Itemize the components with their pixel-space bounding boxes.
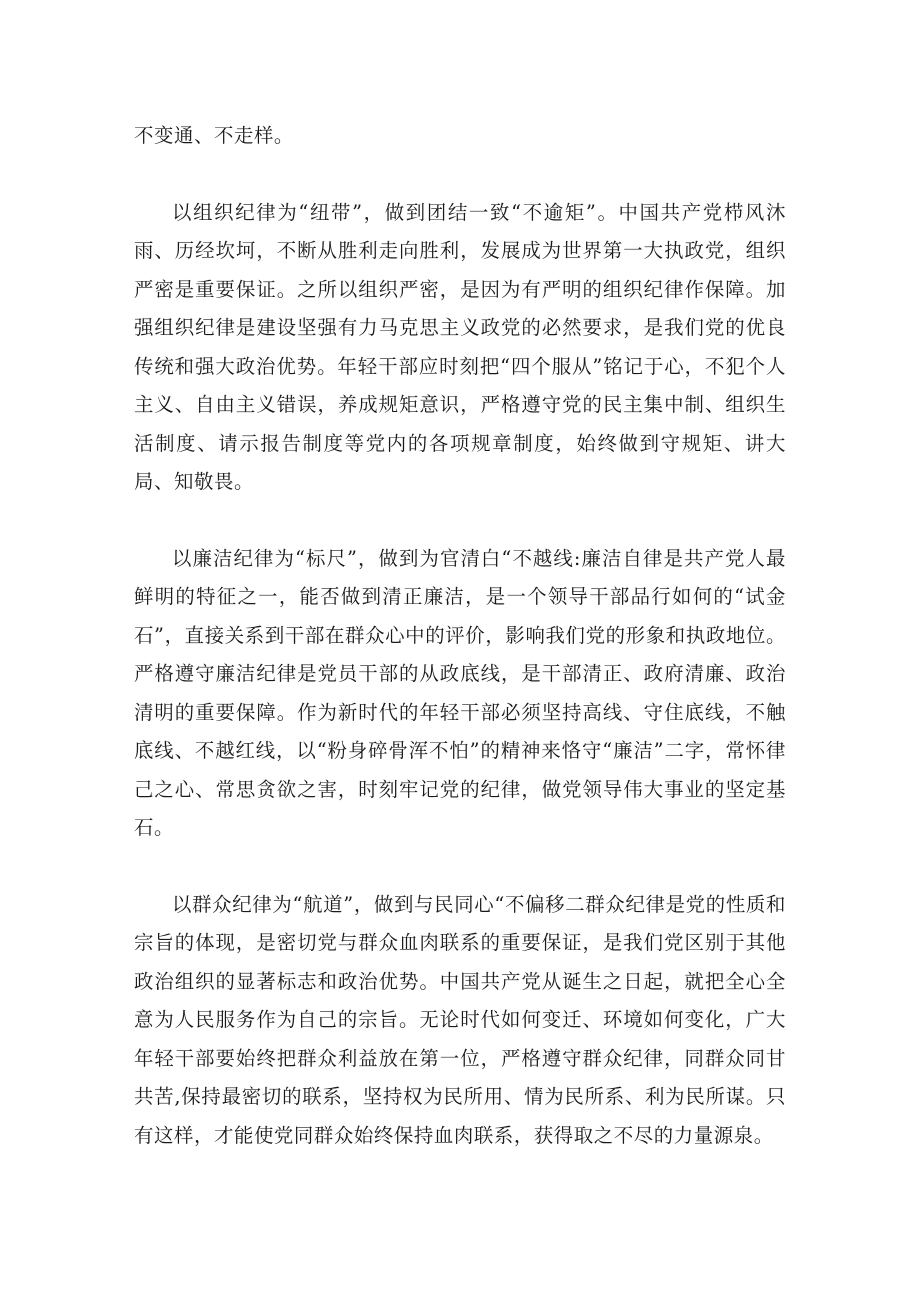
paragraph-integrity-discipline: 以廉洁纪律为“标尺”，做到为官清白“不越线:廉洁自律是共产党人最鲜明的特征之一，能否做到清正廉洁，是一个领导干部品行如何的“试金石”，直接关系到干部在群众心中的评价，影响我们党的形象和执政地位。严格遵守廉洁纪律是党员干部的从政底线，是干部清正、政府清廉、政治清明的重要保障。作为新时代的年轻干部必须坚持高线、守住底线，不触底线、不越红线，以“粉身碎骨浑不怕”的精神来恪守“廉洁”二字，常怀律己之心、常思贪欲之害，时刻牢记党的纪律，做党领导伟大事业的坚定基石。 — [134, 546, 786, 839]
paragraph-mass-discipline: 以群众纪律为“航道”，做到与民同心“不偏移二群众纪律是党的性质和宗旨的体现，是密切党与群众血肉联系的重要保证，是我们党区别于其他政治组织的显著标志和政治优势。中国共产党从诞生之日起，就把全心全意为人民服务作为自己的宗旨。无论时代如何变迁、环境如何变化，广大年轻干部要始终把群众利益放在第一位，严格遵守群众纪律，同群众同甘共苦,保持最密切的联系，坚持权为民所用、情为民所系、利为民所谋。只有这样，才能使党同群众始终保持血肉联系，获得取之不尽的力量源泉。 — [134, 892, 786, 1147]
paragraph-spacer — [134, 502, 786, 540]
paragraph-continuation: 不变通、不走样。 — [134, 124, 294, 147]
paragraph-organizational-discipline: 以组织纪律为“纽带”，做到团结一致“不逾矩”。中国共产党栉风沐雨、历经坎坷，不断从胜利走向胜利，发展成为世界第一大执政党，组织严密是重要保证。之所以组织严密，是因为有严明的组织纪律作保障。加强组织纪律是建设坚强有力马克思主义政党的必然要求，是我们党的优良传统和强大政治优势。年轻干部应时刻把“四个服从”铭记于心，不犯个人主义、自由主义错误，养成规矩意识，严格遵守党的民主集中制、组织生活制度、请示报告制度等党内的各项规章制度，始终做到守规矩、讲大局、知敬畏。 — [134, 200, 786, 493]
paragraph-spacer — [134, 848, 786, 886]
document-body — [134, 117, 786, 1155]
paragraph-spacer — [134, 156, 786, 194]
